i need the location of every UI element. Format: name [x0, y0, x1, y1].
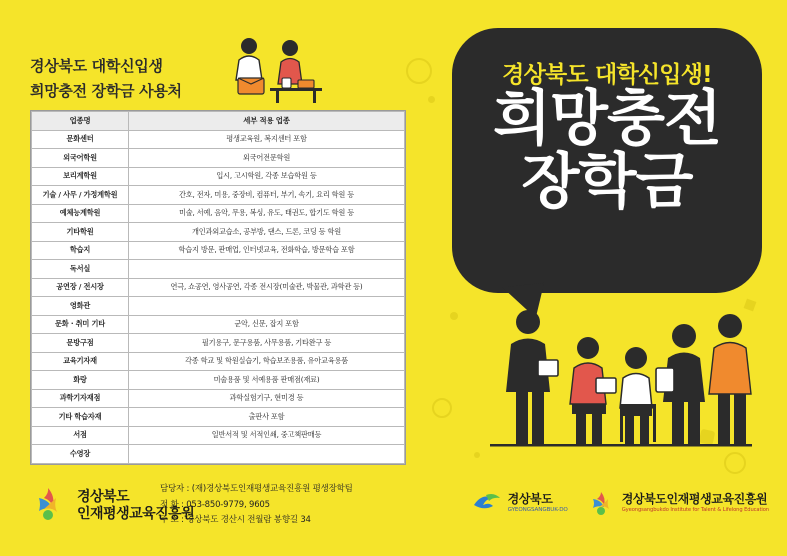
partner-name: 경상북도	[507, 492, 553, 507]
partner-logo-province	[472, 491, 568, 515]
table-cell-detail: 출판사 포함	[129, 408, 405, 427]
footer-org-line2: 인재평생교육진흥원	[77, 506, 195, 522]
table-row	[32, 186, 405, 205]
table-cell-category: 예체능계학원	[32, 204, 129, 223]
province-mark-icon	[472, 491, 502, 515]
table-cell-category: 공연장 / 전시장	[32, 278, 129, 297]
usage-table	[31, 111, 405, 464]
usage-table-container	[30, 110, 406, 465]
table-row	[32, 297, 405, 316]
table-row	[32, 445, 405, 464]
table-row	[32, 130, 405, 149]
table-row	[32, 408, 405, 427]
table-cell-detail: 외국어전문학원	[129, 149, 405, 168]
table-row	[32, 204, 405, 223]
table-cell-detail: 학습지 방문, 판매업, 인터넷교육, 전화학습, 방문학습 포함	[129, 241, 405, 260]
institute-emblem-icon	[26, 484, 70, 528]
table-cell-category: 기타 학습자재	[32, 408, 129, 427]
table-cell-detail: 미술용품 및 서예용품 판매점(재료)	[129, 371, 405, 390]
table-cell-category: 기타학원	[32, 223, 129, 242]
table-cell-category: 교육기자재	[32, 352, 129, 371]
table-row	[32, 223, 405, 242]
table-row	[32, 334, 405, 353]
table-cell-category: 영화관	[32, 297, 129, 316]
table-cell-category: 독서실	[32, 260, 129, 279]
page-title-line2: 희망충전 장학금 사용처	[30, 81, 182, 100]
table-cell-category: 수영장	[32, 445, 129, 464]
headline-speech-bubble	[452, 28, 762, 293]
decor-dot-icon	[450, 312, 458, 320]
headline-subtitle: 경상북도 대학신입생!	[502, 62, 712, 88]
table-row	[32, 167, 405, 186]
contact-info	[160, 482, 353, 529]
table-cell-detail: 개인과외교습소, 공부방, 댄스, 드론, 코딩 등 학원	[129, 223, 405, 242]
table-cell-category: 과학기자재점	[32, 389, 129, 408]
table-cell-detail: 연극, 쇼공연, 영사공연, 각종 전시장(미술관, 박물관, 과학관 등)	[129, 278, 405, 297]
table-row	[32, 426, 405, 445]
table-row	[32, 260, 405, 279]
page-title	[30, 54, 182, 104]
table-cell-detail: 각종 학교 및 학원실습기, 학습보조용품, 유아교육용품	[129, 352, 405, 371]
decor-ring-icon	[406, 58, 432, 84]
table-row	[32, 315, 405, 334]
table-cell-category: 학습지	[32, 241, 129, 260]
table-row	[32, 278, 405, 297]
table-row	[32, 389, 405, 408]
table-cell-detail	[129, 297, 405, 316]
table-cell-category: 화랑	[32, 371, 129, 390]
table-cell-category: 기술 / 사무 / 가정계학원	[32, 186, 129, 205]
institute-mark-icon	[586, 490, 616, 516]
table-cell-detail: 필기용구, 문구용품, 사무용품, 기타완구 등	[129, 334, 405, 353]
table-cell-detail: 과학실험기구, 현미경 등	[129, 389, 405, 408]
decor-dot-icon	[428, 96, 435, 103]
footer-partner-logos	[472, 490, 769, 516]
table-cell-detail: 일반서적 및 서적인쇄, 중고책판매등	[129, 426, 405, 445]
students-group-illustration	[480, 300, 760, 460]
table-cell-category: 문방구점	[32, 334, 129, 353]
student-desk-illustration	[212, 34, 342, 106]
table-cell-detail	[129, 260, 405, 279]
headline-main	[452, 84, 762, 217]
table-header-cell: 세부 적용 업종	[129, 112, 405, 131]
contact-line-manager: 담당자 : (재)경상북도인재평생교육진흥원 평생장학팀	[160, 484, 353, 494]
partner-name: 경상북도인재평생교육진흥원	[621, 492, 768, 507]
table-row	[32, 352, 405, 371]
footer	[0, 468, 787, 556]
table-header-cell: 업종명	[32, 112, 129, 131]
partner-sub-name: GYEONGSANGBUK-DO	[507, 506, 568, 513]
page-title-line1: 경상북도 대학신입생	[30, 57, 163, 75]
table-cell-category: 보리계학원	[32, 167, 129, 186]
contact-line-address: 주 소 : 경상북도 경산시 전월람 봉향길 34	[160, 515, 311, 526]
headline-main-line1: 희망충전	[493, 84, 721, 154]
table-cell-category: 문화 · 취미 기타	[32, 315, 129, 334]
table-row	[32, 371, 405, 390]
table-cell-category: 문화센터	[32, 130, 129, 149]
table-cell-category: 서점	[32, 426, 129, 445]
table-cell-category: 외국어학원	[32, 149, 129, 168]
table-cell-detail: 군악, 신문, 잡지 포함	[129, 315, 405, 334]
table-cell-detail: 평생교육원, 복지센터 포함	[129, 130, 405, 149]
table-cell-detail: 입시, 고시학원, 각종 보습학원 등	[129, 167, 405, 186]
table-cell-detail: 미술, 서예, 음악, 무용, 복싱, 유도, 태권도, 합기도 학원 등	[129, 204, 405, 223]
table-header-row	[32, 112, 405, 131]
footer-org-line1: 경상북도	[77, 488, 130, 505]
partner-logo-institute	[586, 490, 769, 516]
partner-sub-name: Gyeongsangbukdo Institute for Talent & Lifelong Education	[621, 506, 769, 513]
table-cell-detail	[129, 445, 405, 464]
decor-ring-icon	[432, 398, 452, 418]
table-row	[32, 241, 405, 260]
headline-main-line2: 장학금	[521, 147, 693, 217]
table-row	[32, 149, 405, 168]
usage-table-body	[32, 130, 405, 463]
contact-line-phone: 전 화 : 053-850-9779, 9605	[160, 499, 270, 510]
table-cell-detail: 간호, 전자, 미용, 중장비, 컴퓨터, 부기, 속기, 요리 학원 등	[129, 186, 405, 205]
